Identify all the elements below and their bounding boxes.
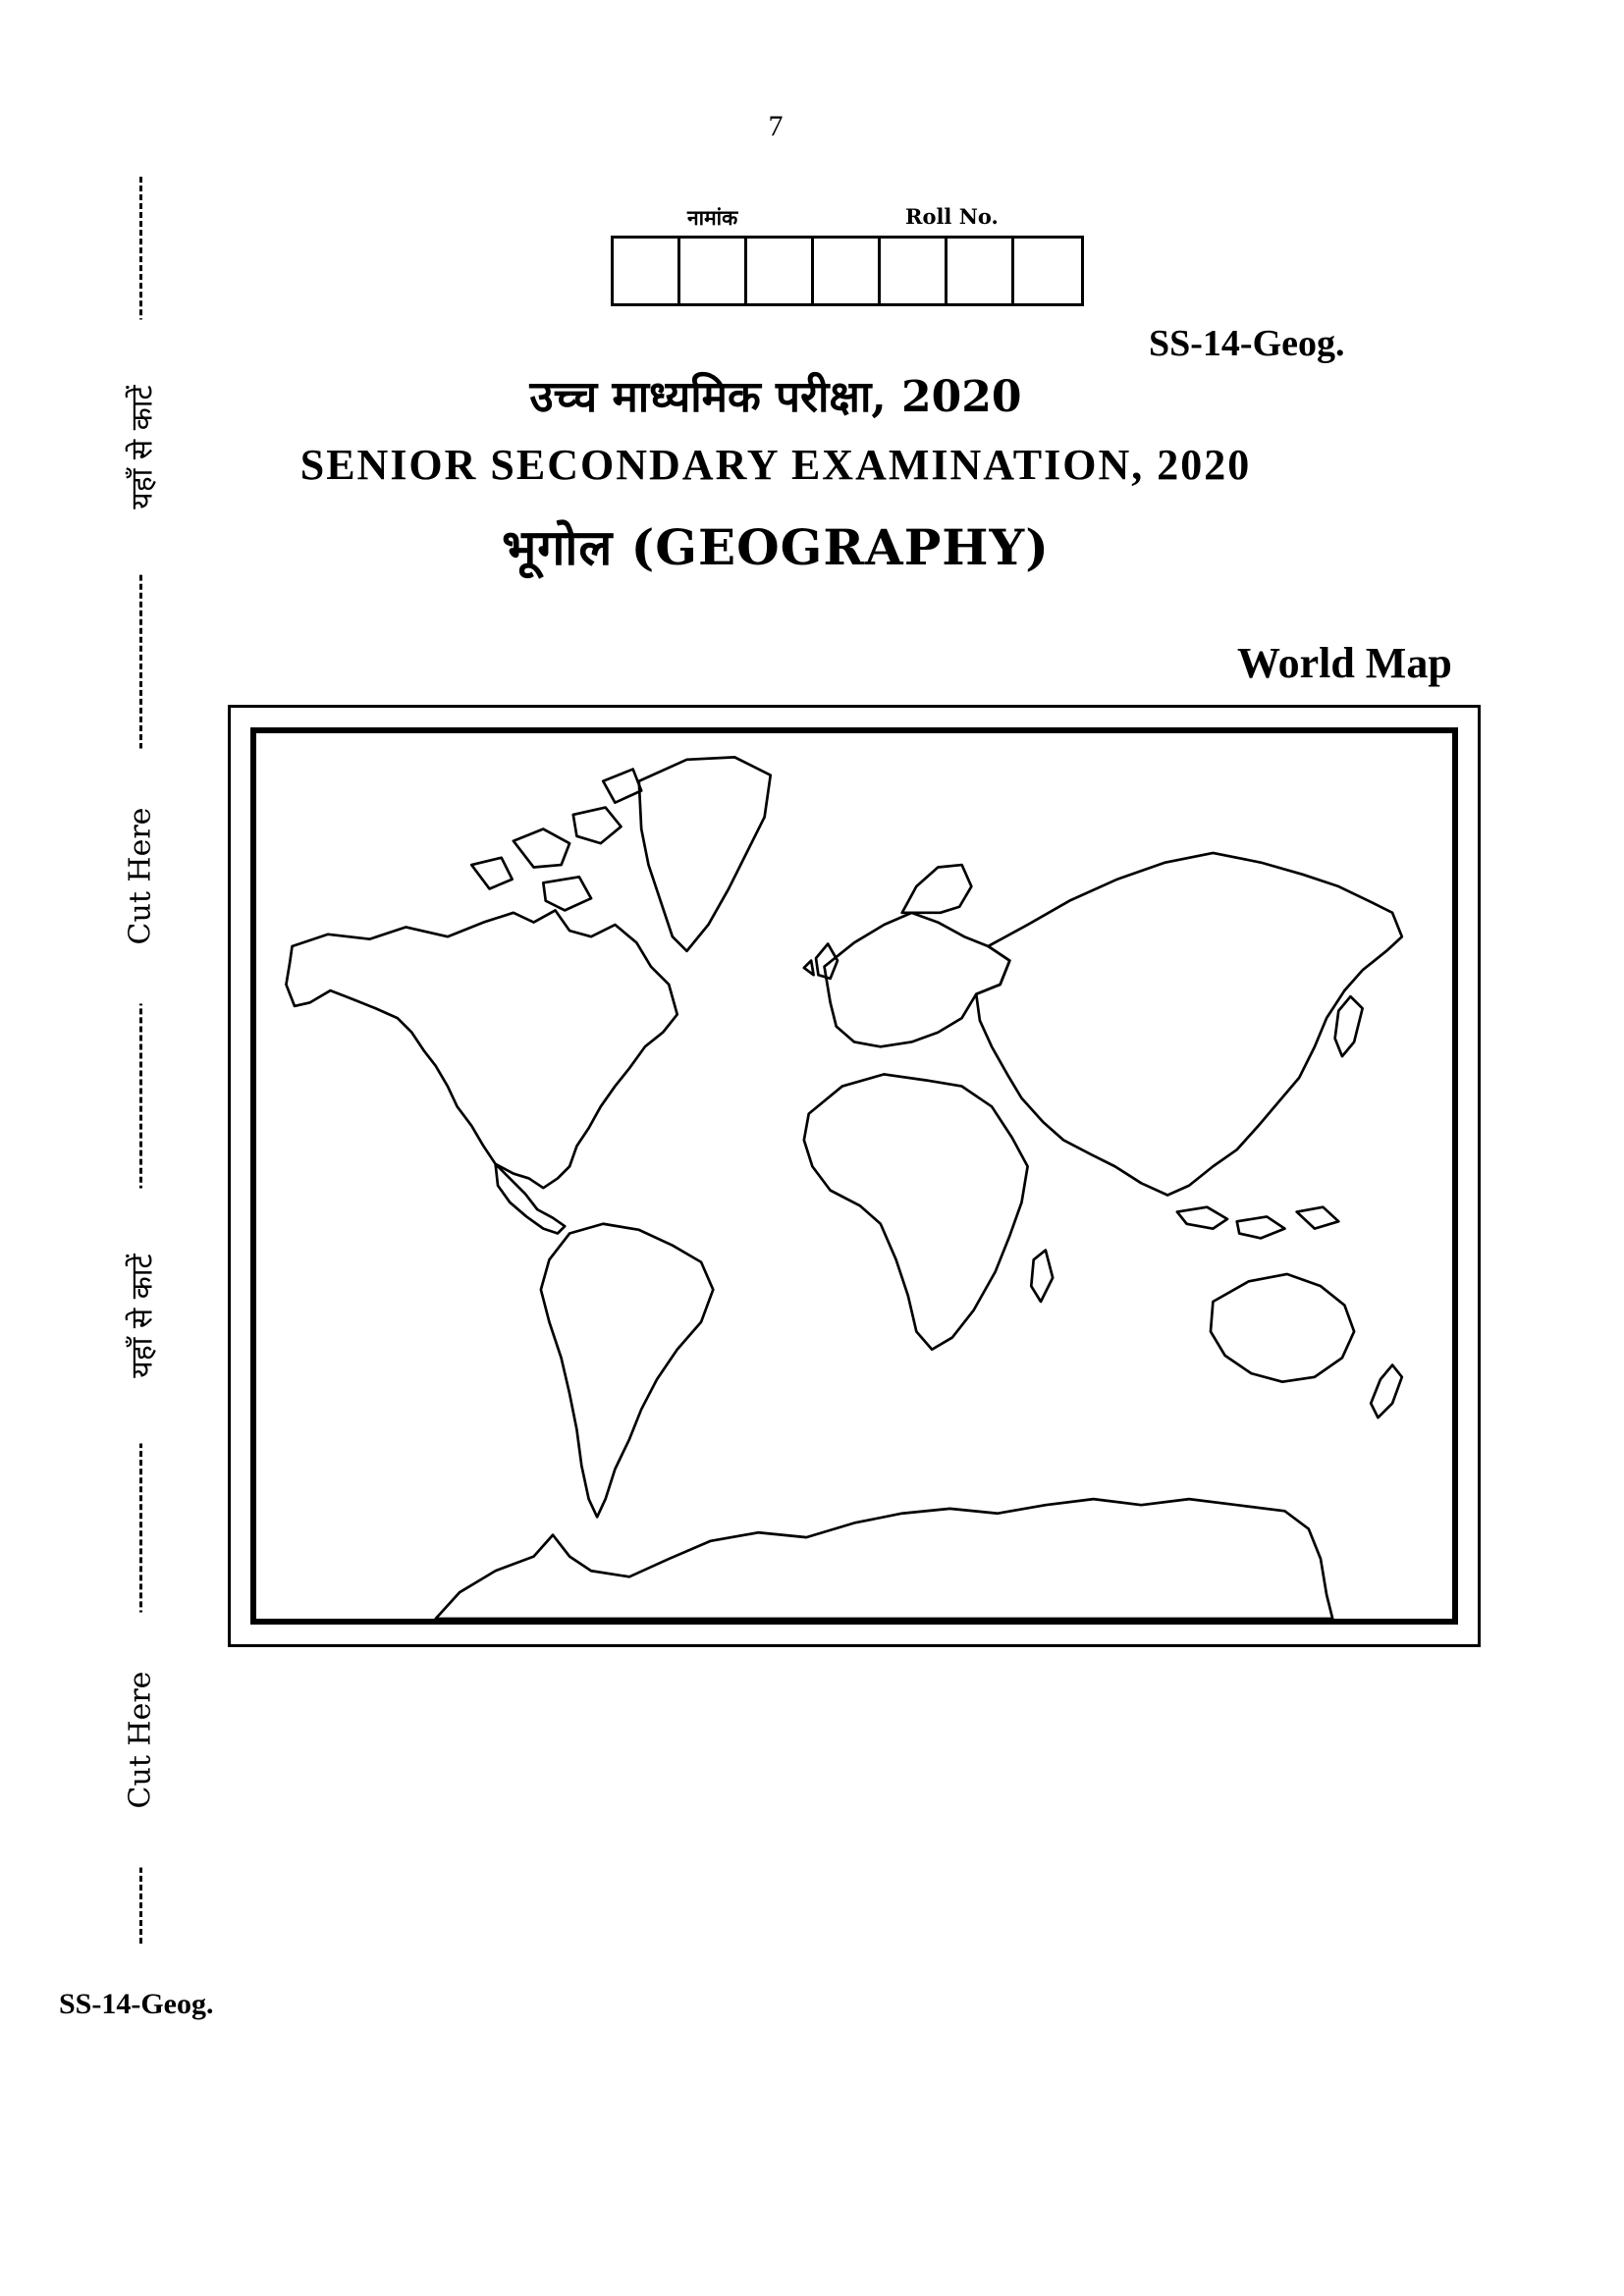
roll-digit-box[interactable] <box>881 239 947 303</box>
cut-label-english: Cut Here <box>124 749 158 1004</box>
roll-digit-box[interactable] <box>814 239 881 303</box>
world-map-outline <box>256 733 1452 1619</box>
africa-outline <box>804 1074 1028 1349</box>
exam-title-english: SENIOR SECONDARY EXAMINATION, 2020 <box>299 441 1252 489</box>
paper-code-bottom: SS-14-Geog. <box>59 1988 214 2020</box>
world-map <box>250 727 1458 1625</box>
page-number: 7 <box>768 110 784 142</box>
roll-digit-box[interactable] <box>747 239 814 303</box>
cut-label-hindi: यहाँ से काटें <box>121 1189 161 1444</box>
madagascar-outline <box>1031 1251 1053 1302</box>
arctic-islands-outline <box>471 770 641 911</box>
map-outer-frame <box>228 705 1481 1647</box>
new-zealand-outline <box>1371 1365 1402 1418</box>
subject-title: भूगोल (GEOGRAPHY) <box>502 518 1050 576</box>
southeast-asia-islands-outline <box>1177 1207 1338 1239</box>
roll-digit-box[interactable] <box>614 239 680 303</box>
roll-digit-box[interactable] <box>947 239 1014 303</box>
north-america-outline <box>286 910 677 1188</box>
central-america-outline <box>496 1164 566 1234</box>
map-title: World Map <box>1237 639 1452 687</box>
antarctica-outline <box>436 1499 1332 1619</box>
south-america-outline <box>541 1224 713 1518</box>
roll-label-english: Roll No. <box>905 204 999 229</box>
paper-code-top: SS-14-Geog. <box>1149 323 1345 364</box>
australia-outline <box>1211 1274 1354 1382</box>
roll-digit-box[interactable] <box>1014 239 1081 303</box>
roll-digit-box[interactable] <box>680 239 747 303</box>
scandinavia-outline <box>902 865 972 913</box>
greenland-outline <box>639 757 771 950</box>
cut-label-hindi: यहाँ से काटें <box>121 320 161 575</box>
cut-label-english: Cut Here <box>124 1613 158 1868</box>
exam-title-hindi: उच्च माध्यमिक परीक्षा, 2020 <box>529 372 1022 422</box>
japan-outline <box>1335 996 1363 1056</box>
roll-number-boxes[interactable] <box>611 236 1084 306</box>
roll-label-hindi: नामांक <box>687 205 738 230</box>
